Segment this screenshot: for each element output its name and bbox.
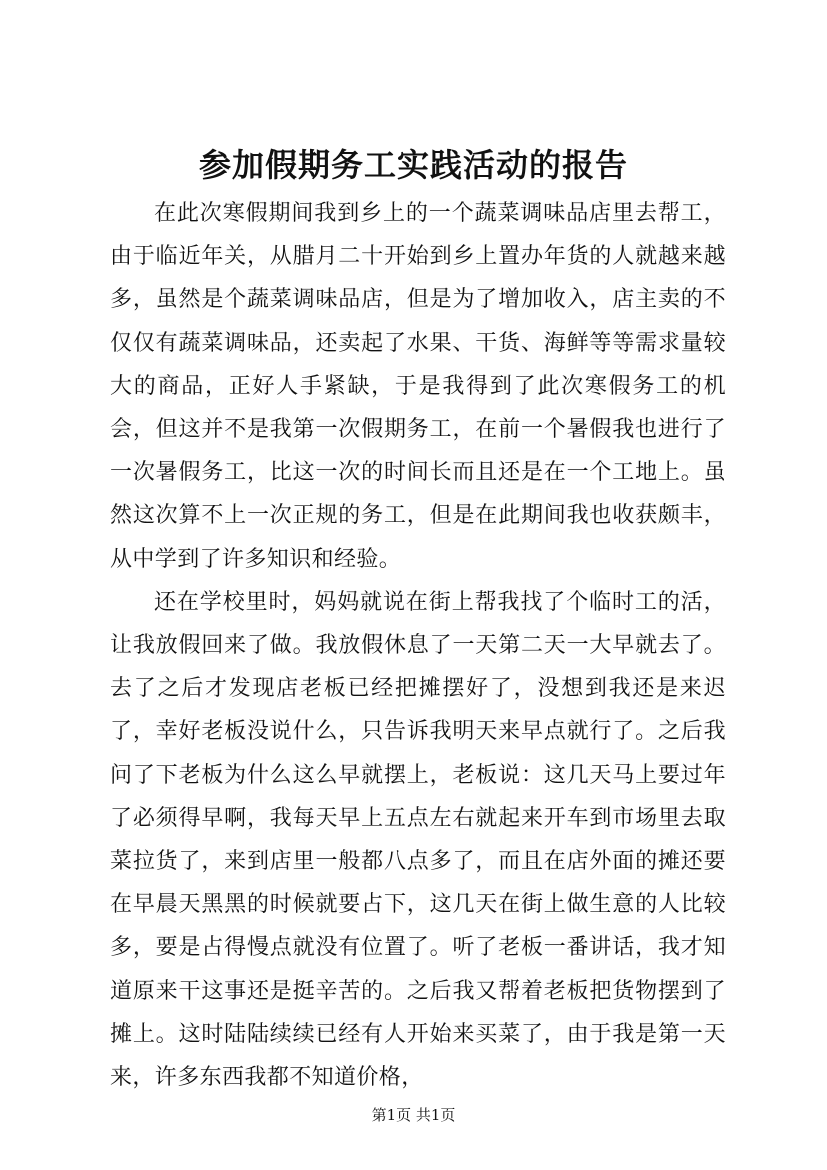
document-body [110,192,726,1099]
paragraph-1: 在此次寒假期间我到乡上的一个蔬菜调味品店里去帮工，由于临近年关，从腊月二十开始到乡上置办年货的人就越来越多，虽然是个蔬菜调味品店，但是为了增加收入，店主卖的不仅仅有蔬菜调味品，还卖起了水果、干货、海鲜等等需求量较大的商品，正好人手紧缺，于是我得到了此次寒假务工的机会，但这并不是我第一次假期务工，在前一个暑假我也进行了一次暑假务工，比这一次的时间长而且还是在一个工地上。虽然这次算不上一次正规的务工，但是在此期间我也收获颇丰，从中学到了许多知识和经验。 [110,201,726,572]
paragraph-2: 还在学校里时，妈妈就说在街上帮我找了个临时工的活，让我放假回来了做。我放假休息了一天第二天一大早就去了。去了之后才发现店老板已经把摊摆好了，没想到我还是来迟了，幸好老板没说什么，只告诉我明天来早点就行了。之后我问了下老板为什么这么早就摆上，老板说：这几天马上要过年了必须得早啊，我每天早上五点左右就起来开车到市场里去取菜拉货了，来到店里一般都八点多了，而且在店外面的摊还要在早晨天黑黑的时候就要占下，这几天在街上做生意的人比较多，要是占得慢点就没有位置了。听了老板一番讲话，我才知道原来干这事还是挺辛苦的。之后我又帮着老板把货物摆到了摊上。这时陆陆续续已经有人开始来买菜了，由于我是第一天来，许多东西我都不知道价格， [110,589,726,1091]
page-number-footer: 第1页 共1页 [371,1106,456,1124]
document-title: 参加假期务工实践活动的报告 [198,146,628,184]
